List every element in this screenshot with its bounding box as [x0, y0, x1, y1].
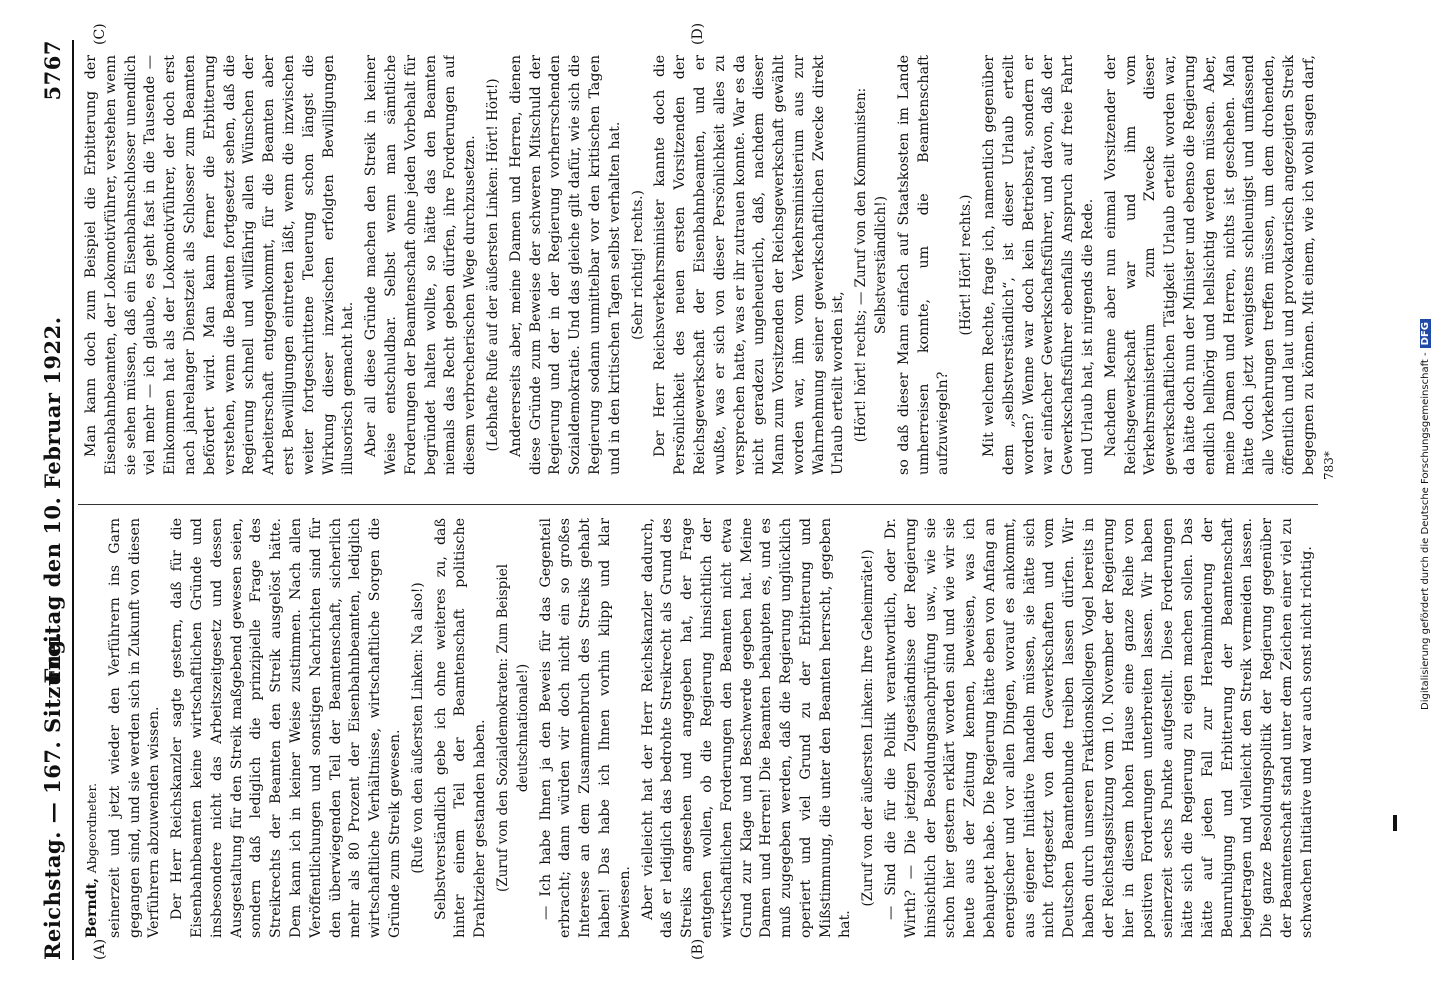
credit-text: Digitalisierung gefördert durch die Deutsche Forschungsgemeinschaft - [1420, 352, 1431, 710]
paragraph: Andererseits aber, meine Damen und Herren, dienen diese Gründe zum Beweise der schweren Mitschuld der Regierung und der in der Regierung vorherrschenden Sozialdemokratie. Und das gleiche gilt dafür, wie sich die Regierung sodann unmittelbar vor den kritischen Tagen und in den kritischen Tagen selbst verhalten hat. [507, 55, 623, 475]
paragraph: Mit welchem Rechte, frage ich, namentlich gegenüber dem „selbstverständlich“, ist dieser Urlaub erteilt worden? Wenne war doch kein Betriebsrat, sondern er war einfacher Gewerkschaftsführer, und davon, daß der Gewerkschaftsführer ebenfalls Anspruch auf freie Fahrt und Urlaub hat, ist nirgends die Rede. [981, 55, 1097, 475]
paragraph: — Ich habe Ihnen ja den Beweis für das Gegenteil erbracht; dann würden wir doch nicht ein so großes Interesse an dem Zusammenbruch des Streiks gehabt haben! Das habe ich Ihnen vorhin klipp und klar bewiesen. [537, 518, 633, 938]
right-column [82, 55, 1317, 475]
page-header [28, 40, 74, 960]
header-page-number: 5767 [40, 40, 65, 101]
interjection: (Hört! Hört! rechts.) [958, 194, 975, 336]
paragraph: Der Herr Reichskanzler sagte gestern, daß für die Eisenbahnbeamten keine wirtschaftlichen Gründe und insbesondere nicht das Arbeitszeitgesetz und dessen Ausgestaltung für den Streik maßgebend gewesen seien, sondern daß lediglich die prinzipielle Frage des Streikrechts der Beamten den Streik ausgelöst hätte. Dem kann ich in keiner Weise zustimmen. Nach allen Veröffentlichungen und sonstigen Nachrichten sind für den überwiegenden Teil der Beamtenschaft, sicherlich mehr als 80 Prozent der Eisenbahnbeamten, lediglich wirtschaftliche Verhältnisse, wirtschaftliche Sorgen die Gründe zum Streik gewesen. [169, 518, 403, 938]
interjection: (Sehr richtig! rechts.) [629, 190, 646, 340]
paragraph: Aber vielleicht hat der Herr Reichskanzler dadurch, daß er lediglich das bedrohte Streikrecht als Grund des Streiks angesehen und angegeben hat, der Frage entgehen wollen, ob die Regierung hinsichtlich der wirtschaftlichen Forderungen den Beamten nicht etwa Grund zur Klage und Beschwerde gegeben hat. Meine Damen und Herren! Die Beamten behaupten es, und es muß zugegeben werden, daß die Regierung unglücklich operiert und viel Grund zu der Erbitterung und Mißstimmung, die unter den Beamten herrscht, gegeben hat. [639, 518, 854, 938]
dfg-logo: DFG [1420, 319, 1431, 348]
interjection: (Rufe von den äußersten Linken: Na also!) [409, 582, 426, 874]
paragraph: Man kann doch zum Beispiel die Erbitterung der Eisenbahnbeamten, der Lokomotivführer, verstehen wenn sie sehen müssen, daß ein Eisenbahnschlosser unendlich viel mehr — ich glaube, es geht fast in die Tausende — Einkommen hat als der Lokomotivführer, der doch erst nach jahrelanger Dienstzeit als Schlosser zum Beamten befördert wird. Man kann ferner die Erbitterung verstehen, wenn die Beamten fortgesetzt sehen, daß die Regierung schnell und willfährig allen Wünschen der Arbeiterschaft entgegenkommt, für die Beamten aber erst Bewilligungen eintreten läßt, wenn die inzwischen weiter fortgeschrittene Teuerung schon längst die Wirkung dieser inzwischen erfolgten Bewilligungen illusorisch gemacht hat. [83, 55, 357, 475]
paragraph: — Sind die für die Politik verantwortlich, oder Dr. Wirth? — Die jetzigen Zugeständnisse der Regierung hinsichtlich der Besoldungsnachprüfung usw., wie sie schon hier gestern erklärt worden sind und wie wir sie heute aus der Zeitung kennen, beweisen, was ich behauptet habe. Die Regierung hätte eben von Anfang an energischer und vor allen Dingen, worauf es ankommt, aus eigener Initiative handeln müssen, sie hätte sich nicht fortgesetzt von den Gewerkschaften und vom Deutschen Beamtenbunde treiben lassen dürfen. Wir haben durch unseren Fraktionskollegen Vogel bereits in der Reichstagssitzung vom 10. November der Regierung hier in diesem hohen Hause eine ganze Reihe von positiven Forderungen unterbreiten lassen. Wir haben seinerzeit sechs Punkte aufgestellt. Diese Forderungen hätte sich die Regierung zu eigen machen sollen. Das hätte auf jeden Fall zur Herabminderung der Beunruhigung und Erbitterung der Beamtenschaft beigetragen und vielleicht den Streik vermeiden lassen. Die ganze Besoldungspolitik der Regierung gegenüber der Beamtenschaft stand unter dem Zeichen einer viel zu schwachen Initiative und war auch sonst nicht richtig. [883, 518, 1315, 938]
paragraph: Selbstverständlich gebe ich ohne weiteres zu, daß hinter einem Teil der Beamtenschaft politische Drahtzieher gestanden haben. [432, 518, 489, 938]
speaker-name: Berndt, [84, 877, 100, 938]
signature-mark: 783* [1322, 451, 1336, 480]
margin-rule-mark [1393, 815, 1397, 831]
paragraph: Nachdem Menne aber nun einmal Vorsitzender der Reichsgewerkschaft war und ihm vom Verkehrsministerium zum Zwecke dieser gewerkschaftlichen Tätigkeit Urlaub erteilt worden war, da hätte doch nun der Minister und ebenso die Regierung endlich hellhörig und hellsichtig werden müssen. Aber, meine Damen und Herren, nichts ist geschehen. Man hätte doch jetzt wenigstens schleunigst und umfassend alle Vorkehrungen treffen müssen, um dem drohenden, öffentlich und laut und provokatorisch angezeigten Streik begegnen zu können. Mit einem, wie ich wohl sagen darf, [1102, 55, 1317, 475]
column-divider [78, 504, 1318, 505]
left-column [82, 518, 1317, 938]
paragraph: Aber all diese Gründe machen den Streik in keiner Weise entschuldbar. Selbst wenn man sämtliche Forderungen der Beamtenschaft ohne jeden Vorbehalt für begründet halten wollte, so hätte das den Beamten niemals das Recht geben dürfen, ihre Forderungen auf diesem verbrecherischen Wege durchzusetzen. [363, 55, 479, 475]
paragraph: so daß dieser Mann einfach auf Staatskosten im Lande umherreisen konnte, um die Beamtenschaft aufzuwiegeln? [895, 55, 952, 475]
header-rule [72, 40, 74, 960]
paragraph: seinerzeit und jetzt wieder den Verführern ins Garn gegangen sind, und sie werden sich in Zukunft von diesen Verführern abzuwenden wissen. [106, 518, 163, 938]
header-date: Freitag den 10. Februar 1922. [40, 316, 65, 684]
header-session: Reichstag. — 167. Sitzung. [40, 631, 65, 960]
margin-marker-a: (A) [92, 938, 108, 960]
margin-marker-d: (D) [690, 22, 706, 45]
speaker-line [82, 518, 103, 938]
interjection: (Lebhafte Rufe auf der äußersten Linken: Hört! Hört!) [484, 78, 501, 452]
paragraph: Der Herr Reichsverkehrsminister kannte doch die Persönlichkeit des neuen ersten Vorsitzenden der Reichsgewerkschaft der Eisenbahnbeamten, und er wußte, was er sich von dieser Persönlichkeit alles zu versprechen hatte, was er ihr zutrauen konnte. War es da nicht geradezu ungeheuerlich, daß, nachdem dieser Mann zum Vorsitzenden der Reichsgewerkschaft gewählt worden war, ihm vom Verkehrsministerium aus zur Wahrnehmung seiner gewerkschaftlichen Zwecke direkt Urlaub erteilt worden ist, [652, 55, 847, 475]
speaker-role: Abgeordneter. [84, 782, 99, 874]
digitization-credit [1418, 10, 1434, 1000]
interjection: (Zuruf von den Sozialdemokraten: Zum Beispiel deutschnationale!) [494, 563, 531, 893]
margin-marker-b: (B) [690, 938, 706, 960]
margin-marker-c: (C) [92, 23, 108, 45]
credit-text-line [1420, 0, 1434, 710]
interjection: (Hört! hört! rechts; — Zuruf von den Kommunisten: Selbstverständlich!) [853, 87, 890, 443]
interjection: (Zuruf von der äußersten Linken: Ihre Geheimräte!) [860, 549, 877, 907]
